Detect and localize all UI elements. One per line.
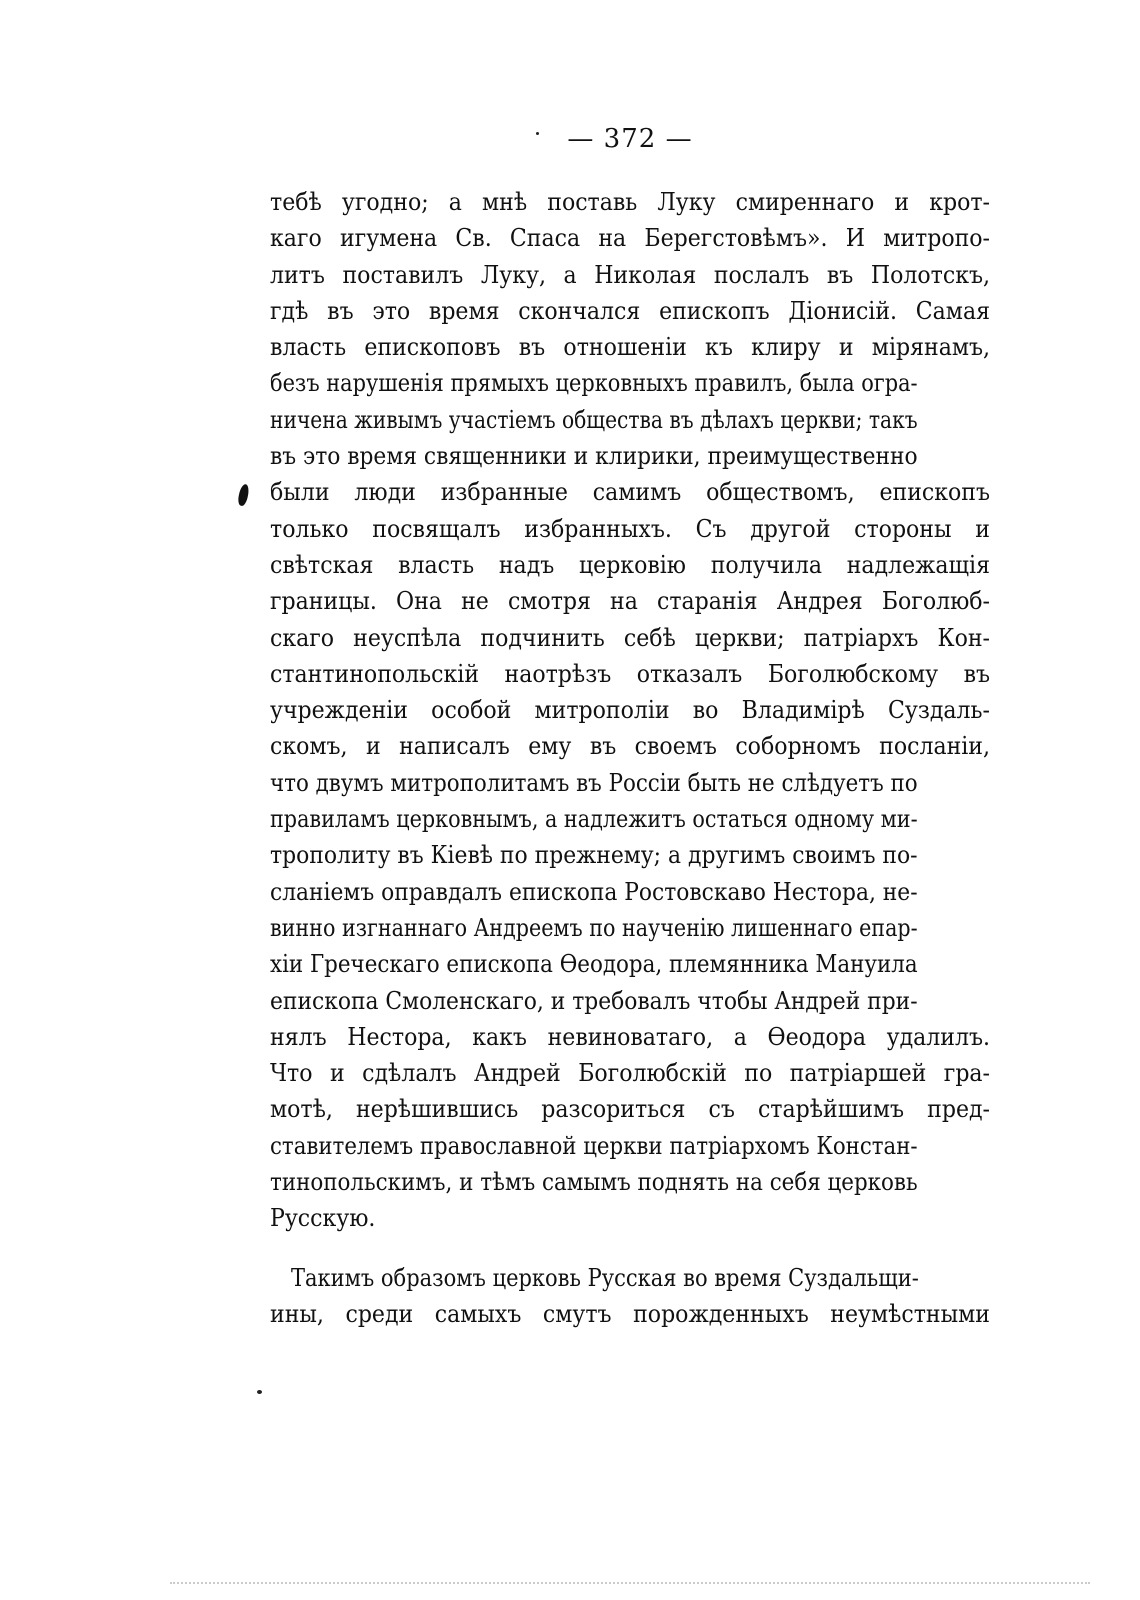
text-line: границы. Она не смотря на старанія Андрея Боголюб-	[270, 586, 990, 616]
text-line: ины, среди самыхъ смутъ порожденныхъ неумѣстными	[270, 1299, 990, 1329]
text-line: ничена живымъ участіемъ общества въ дѣлахъ церкви; такъ	[270, 404, 918, 434]
text-line: нялъ Нестора, какъ невиноватаго, а Ѳеодора удалилъ.	[270, 1021, 990, 1051]
text-line: винно изгнаннаго Андреемъ по наученію лишеннаго епар-	[270, 912, 918, 942]
margin-ink-mark	[237, 483, 250, 506]
text-line: были люди избранные самимъ обществомъ, епископъ	[270, 477, 990, 507]
text-line: гдѣ въ это время скончался епископъ Діонисій. Самая	[270, 295, 990, 325]
text-line: безъ нарушенія прямыхъ церковныхъ правилъ, была огра-	[270, 368, 918, 398]
text-line: Что и сдѣлалъ Андрей Боголюбскій по патріаршей гра-	[270, 1058, 990, 1088]
text-line: правиламъ церковнымъ, а надлежитъ остаться одному ми-	[270, 804, 918, 834]
text-line: тинопольскимъ, и тѣмъ самымъ поднять на себя церковь	[270, 1167, 918, 1197]
ink-speck	[536, 132, 539, 135]
text-line: Русскую.	[270, 1203, 376, 1233]
page-number: — 372 —	[567, 124, 693, 154]
text-line: Такимъ образомъ церковь Русская во время Суздальщи-	[290, 1263, 919, 1292]
text-line: свѣтская власть надъ церковію получила надлежащія	[270, 549, 990, 579]
text-line: учрежденіи особой митрополіи во Владимірѣ Суздаль-	[270, 695, 990, 725]
text-line: хіи Греческаго епископа Ѳеодора, племянника Мануила	[270, 949, 918, 979]
text-line: стантинопольскій наотрѣзъ отказалъ Боголюбскому въ	[270, 658, 990, 688]
text-line: сланіемъ оправдалъ епископа Ростовскаво Нестора, не-	[270, 876, 918, 906]
ink-speck	[257, 1390, 262, 1394]
text-line: мотѣ, нерѣшившись разсориться съ старѣйшимъ пред-	[270, 1094, 990, 1124]
text-line: скомъ, и написалъ ему въ своемъ соборномъ посланіи,	[270, 731, 990, 761]
page-bottom-edge	[170, 1582, 1090, 1586]
text-line: литъ поставилъ Луку, а Николая послалъ въ Полотскъ,	[270, 259, 990, 289]
text-line: тебѣ угодно; а мнѣ поставь Луку смиреннаго и крот-	[270, 187, 990, 216]
text-line: скаго неуспѣла подчинить себѣ церкви; патріархъ Кон-	[270, 622, 990, 652]
text-line: каго игумена Св. Спаса на Берегстовѣмъ». И митропо-	[270, 223, 990, 253]
text-line: власть епископовъ въ отношеніи къ клиру и мірянамъ,	[270, 332, 990, 362]
text-line: трополиту въ Кіевѣ по прежнему; а другимъ своимъ по-	[270, 840, 918, 870]
text-line: ставителемъ православной церкви патріархомъ Констан-	[270, 1130, 918, 1160]
paragraph-1	[270, 184, 990, 1237]
text-line: въ это время священники и клирики, преимущественно	[270, 441, 918, 471]
text-line: епископа Смоленскаго, и требовалъ чтобы Андрей при-	[270, 985, 918, 1015]
text-line: что двумъ митрополитамъ въ Россіи быть не слѣдуетъ по	[270, 767, 918, 797]
paragraph-2	[270, 1260, 990, 1333]
text-line: только посвящалъ избранныхъ. Съ другой стороны и	[270, 513, 990, 543]
